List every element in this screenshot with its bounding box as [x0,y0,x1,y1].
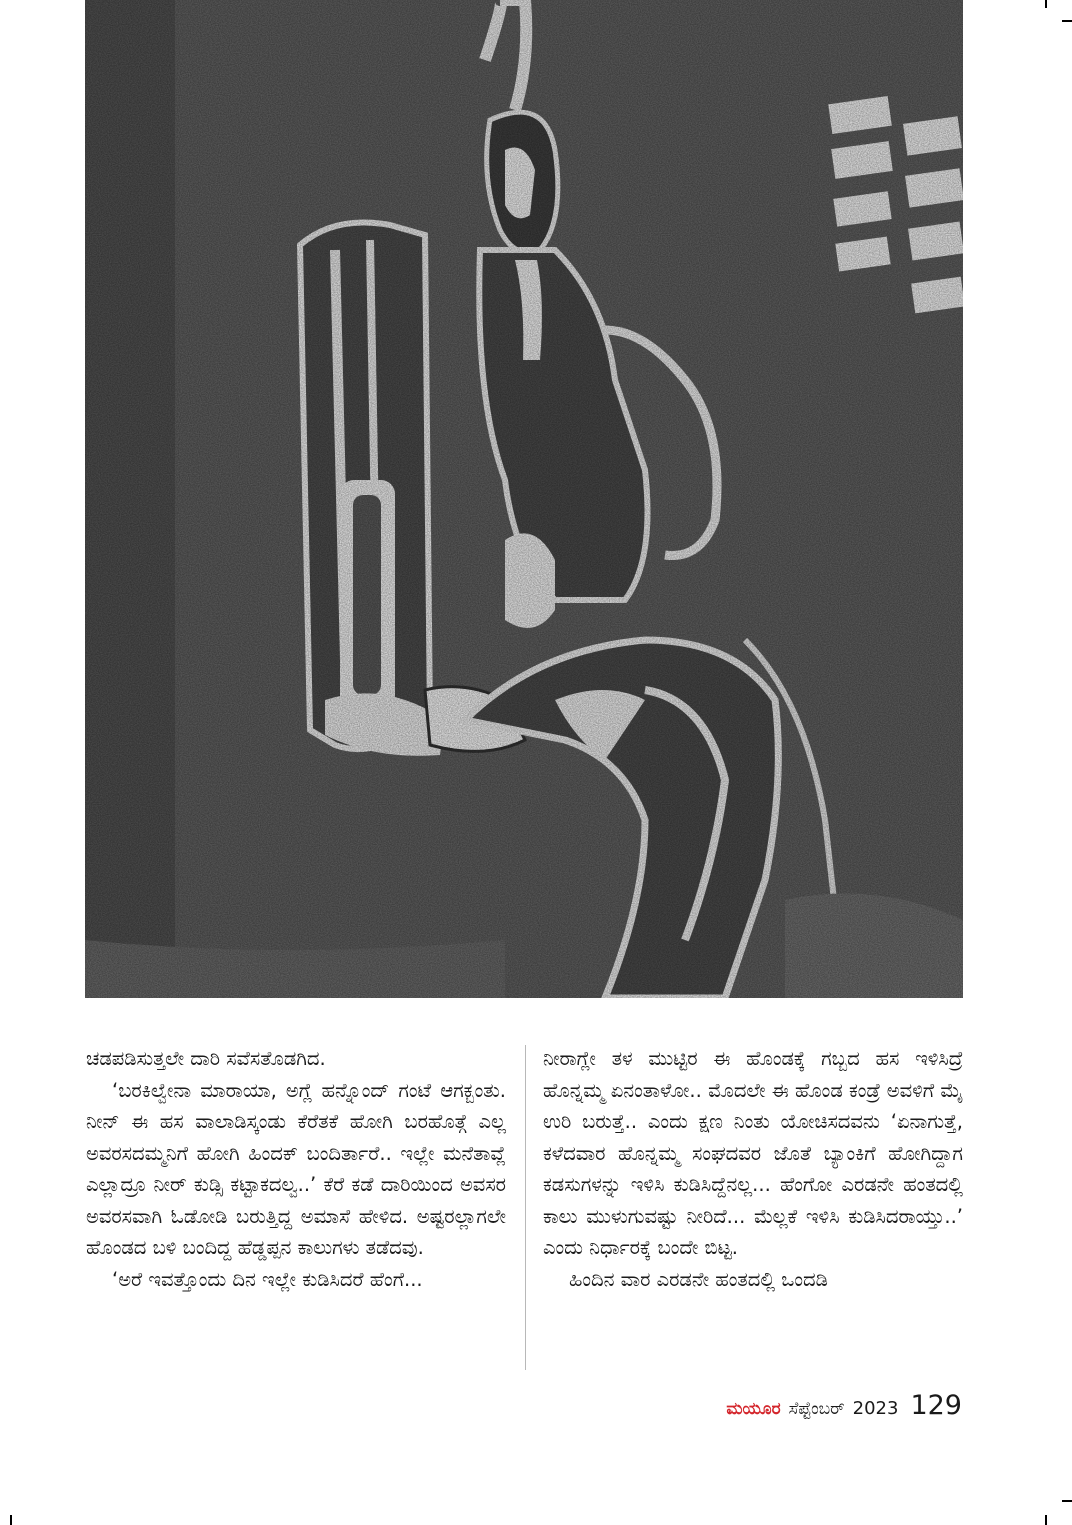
crop-mark [1045,1515,1047,1525]
issue-month: ಸೆಪ್ಟೆಂಬರ್ [788,1399,845,1419]
paragraph: ಚಡಪಡಿಸುತ್ತಲೇ ದಾರಿ ಸವೆಸತೊಡಗಿದ. [86,1047,326,1070]
column-divider [525,1045,526,1370]
sketch-artwork [85,0,963,998]
paragraph: ‘ಬರಕಿಲ್ವೇನಾ ಮಾರಾಯಾ, ಅಗ್ಲೆ ಹನ್ನೊಂದ್ ಗಂಟೆ ಆಗಕ್ಬಂತು. ನೀನ್ ಈ ಹಸ ವಾಲಾಡಿಸ್ಕಂಡು ಕೆರೆತಕೆ ಹೋಗಿ ಬರಹೊತ್ಗೆ ಎಲ್ಲ ಅವರಸದಮ್ಮನಿಗೆ ಹೋಗಿ ಹಿಂದಕ್ ಬಂದಿರ್ತಾರೆ.. ಇಲ್ಲೇ ಮನೆತಾವ್ಲೆ ಎಲ್ಲಾದ್ರೂ ನೀರ್ ಕುಡ್ಸಿ ಕಟ್ಟಾಕದಲ್ವ..’ ಕೆರೆ ಕಡೆ ದಾರಿಯಿಂದ ಅವಸರ ಅವರಸವಾಗಿ ಓಡೋಡಿ ಬರುತ್ತಿದ್ದ ಅಮಾಸೆ ಹೇಳಿದ. ಅಷ್ಟರಲ್ಲಾಗಲೇ ಹೊಂಡದ ಬಳಿ ಬಂದಿದ್ದ ಹೆಡ್ಡಪ್ಪನ ಕಾಲುಗಳು ತಡೆದವು. [86,1078,506,1259]
story-illustration [85,0,963,998]
text-column-left [86,1043,506,1295]
paragraph: ನೀರಾಗ್ಲೇ ತಳ ಮುಟ್ಟಿರ ಈ ಹೊಂಡಕ್ಕೆ ಗಬ್ಬದ ಹಸ ಇಳಿಸಿದ್ರೆ ಹೊನ್ನಮ್ಮ ಏನಂತಾಳೋ.. ಮೊದಲೇ ಈ ಹೊಂಡ ಕಂಡ್ರೆ ಅವಳಿಗೆ ಮೈ ಉರಿ ಬರುತ್ತೆ.. ಎಂದು ಕ್ಷಣ ನಿಂತು ಯೋಚಿಸದವನು ‘ಏನಾಗುತ್ತೆ, ಕಳೆದವಾರ ಹೊನ್ನಮ್ಮ ಸಂಘದವರ ಜೊತೆ ಬ್ಯಾಂಕಿಗೆ ಹೋಗಿದ್ದಾಗ ಕಡಸುಗಳನ್ನು ಇಳಿಸಿ ಕುಡಿಸಿದ್ದೆನಲ್ಲ... ಹೆಂಗೋ ಎರಡನೇ ಹಂತದಲ್ಲಿ ಕಾಲು ಮುಳುಗುವಷ್ಟು ನೀರಿದೆ... ಮೆಲ್ಲಕೆ ಇಳಿಸಿ ಕುಡಿಸಿದರಾಯ್ತು..’ ಎಂದು ನಿರ್ಧಾರಕ್ಕೆ ಬಂದೇ ಬಿಟ್ಟ. [543,1047,963,1259]
paragraph: ‘ಅರೆ ಇವತ್ತೊಂದು ದಿನ ಇಲ್ಲೇ ಕುಡಿಸಿದರೆ ಹೆಂಗೆ... [112,1267,423,1291]
text-column-right [543,1043,963,1295]
page-number: 129 [910,1390,962,1421]
magazine-brand: ಮಯೂರ [726,1399,781,1419]
paragraph: ಹಿಂದಿನ ವಾರ ಎರಡನೇ ಹಂತದಲ್ಲಿ ಒಂದಡಿ [569,1267,828,1291]
crop-mark [10,1515,12,1525]
page-footer [726,1390,962,1421]
crop-mark [1045,0,1047,8]
crop-mark [1062,1500,1072,1502]
crop-mark [1062,20,1072,22]
issue-year: 2023 [852,1398,899,1419]
